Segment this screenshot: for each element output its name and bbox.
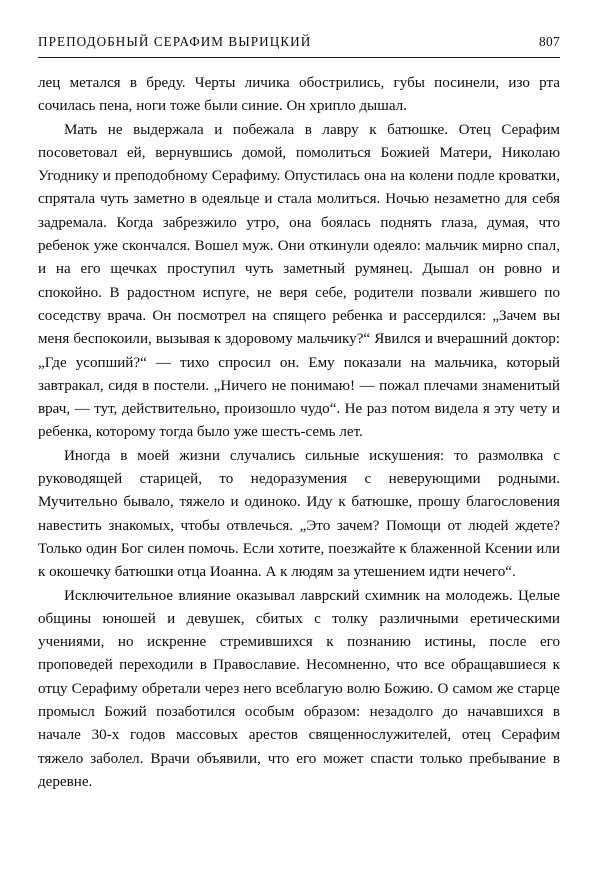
paragraph: лец метался в бреду. Черты личика обострились, губы посинели, изо рта сочилась пена, ноги тоже были синие. Он хрипло дышал. (38, 75, 560, 115)
page-number: 807 (539, 34, 560, 49)
header-divider (38, 57, 560, 58)
page-header (38, 34, 560, 50)
paragraph: Мать не выдержала и побежала в лавру к батюшке. Отец Серафим посоветовал ей, вернувшись домой, помолиться Божией Матери, Николаю Угоднику и преподобному Серафиму. Опустилась она на колени подле кроватки, спрятала чуть заметно в одеяльце и стала молиться. Ночью незаметно для себя задремала. Когда забрезжило утро, она боялась поднять глаза, думая, что ребенок уже скончался. Вошел муж. Они откинули одеяло: мальчик мирно спал, и на его щечках проступил чуть заметный румянец. Дышал он ровно и спокойно. В радостном испуге, не веря себе, родители позвали жившего по соседству врача. Он посмотрел на спящего ребенка и рассердился: „Зачем вы меня беспокоили, вызывая к здоровому мальчику?“ Явился и вчерашний доктор: „Где усопший?“ — тихо спросил он. Ему показали на мальчика, который завтракал, сидя в постели. „Ничего не понимаю! — пожал плечами знаменитый врач, — тут, действительно, произошло чудо“. Не раз потом видела я эту чету и ребенка, которому тогда было уже шесть-семь лет. (38, 121, 560, 441)
paragraph: Иногда в моей жизни случались сильные искушения: то размолвка с руководящей старицей, то недоразумения с неверующими родными. Мучительно бывало, тяжело и одиноко. Иду к батюшке, прошу благословения навестить знакомых, чтобы отвлечься. „Это зачем? Помощи от людей ждете? Только один Бог силен помочь. Если хотите, поезжайте к блаженной Ксении или к окошечку батюшки отца Иоанна. А к людям за утешением идти нечего“. (38, 447, 560, 581)
running-title: ПРЕПОДОБНЫЙ СЕРАФИМ ВЫРИЦКИЙ (38, 34, 312, 49)
paragraph: Исключительное влияние оказывал лаврский схимник на молодежь. Целые общины юношей и девушек, сбитых с толку различными еретическими учениями, но искренне стремившихся к познанию истины, после его проповедей переходили в Православие. Несомненно, что все обращавшиеся к отцу Серафиму обретали через него всеблагую волю Божию. О самом же старце промысл Божий позаботился особым образом: незадолго до начавшихся в начале 30-х годов массовых арестов священнослужителей, отец Серафим тяжело заболел. Врачи объявили, что его может спасти только пребывание в деревне. (38, 587, 560, 790)
page-body (38, 72, 560, 794)
